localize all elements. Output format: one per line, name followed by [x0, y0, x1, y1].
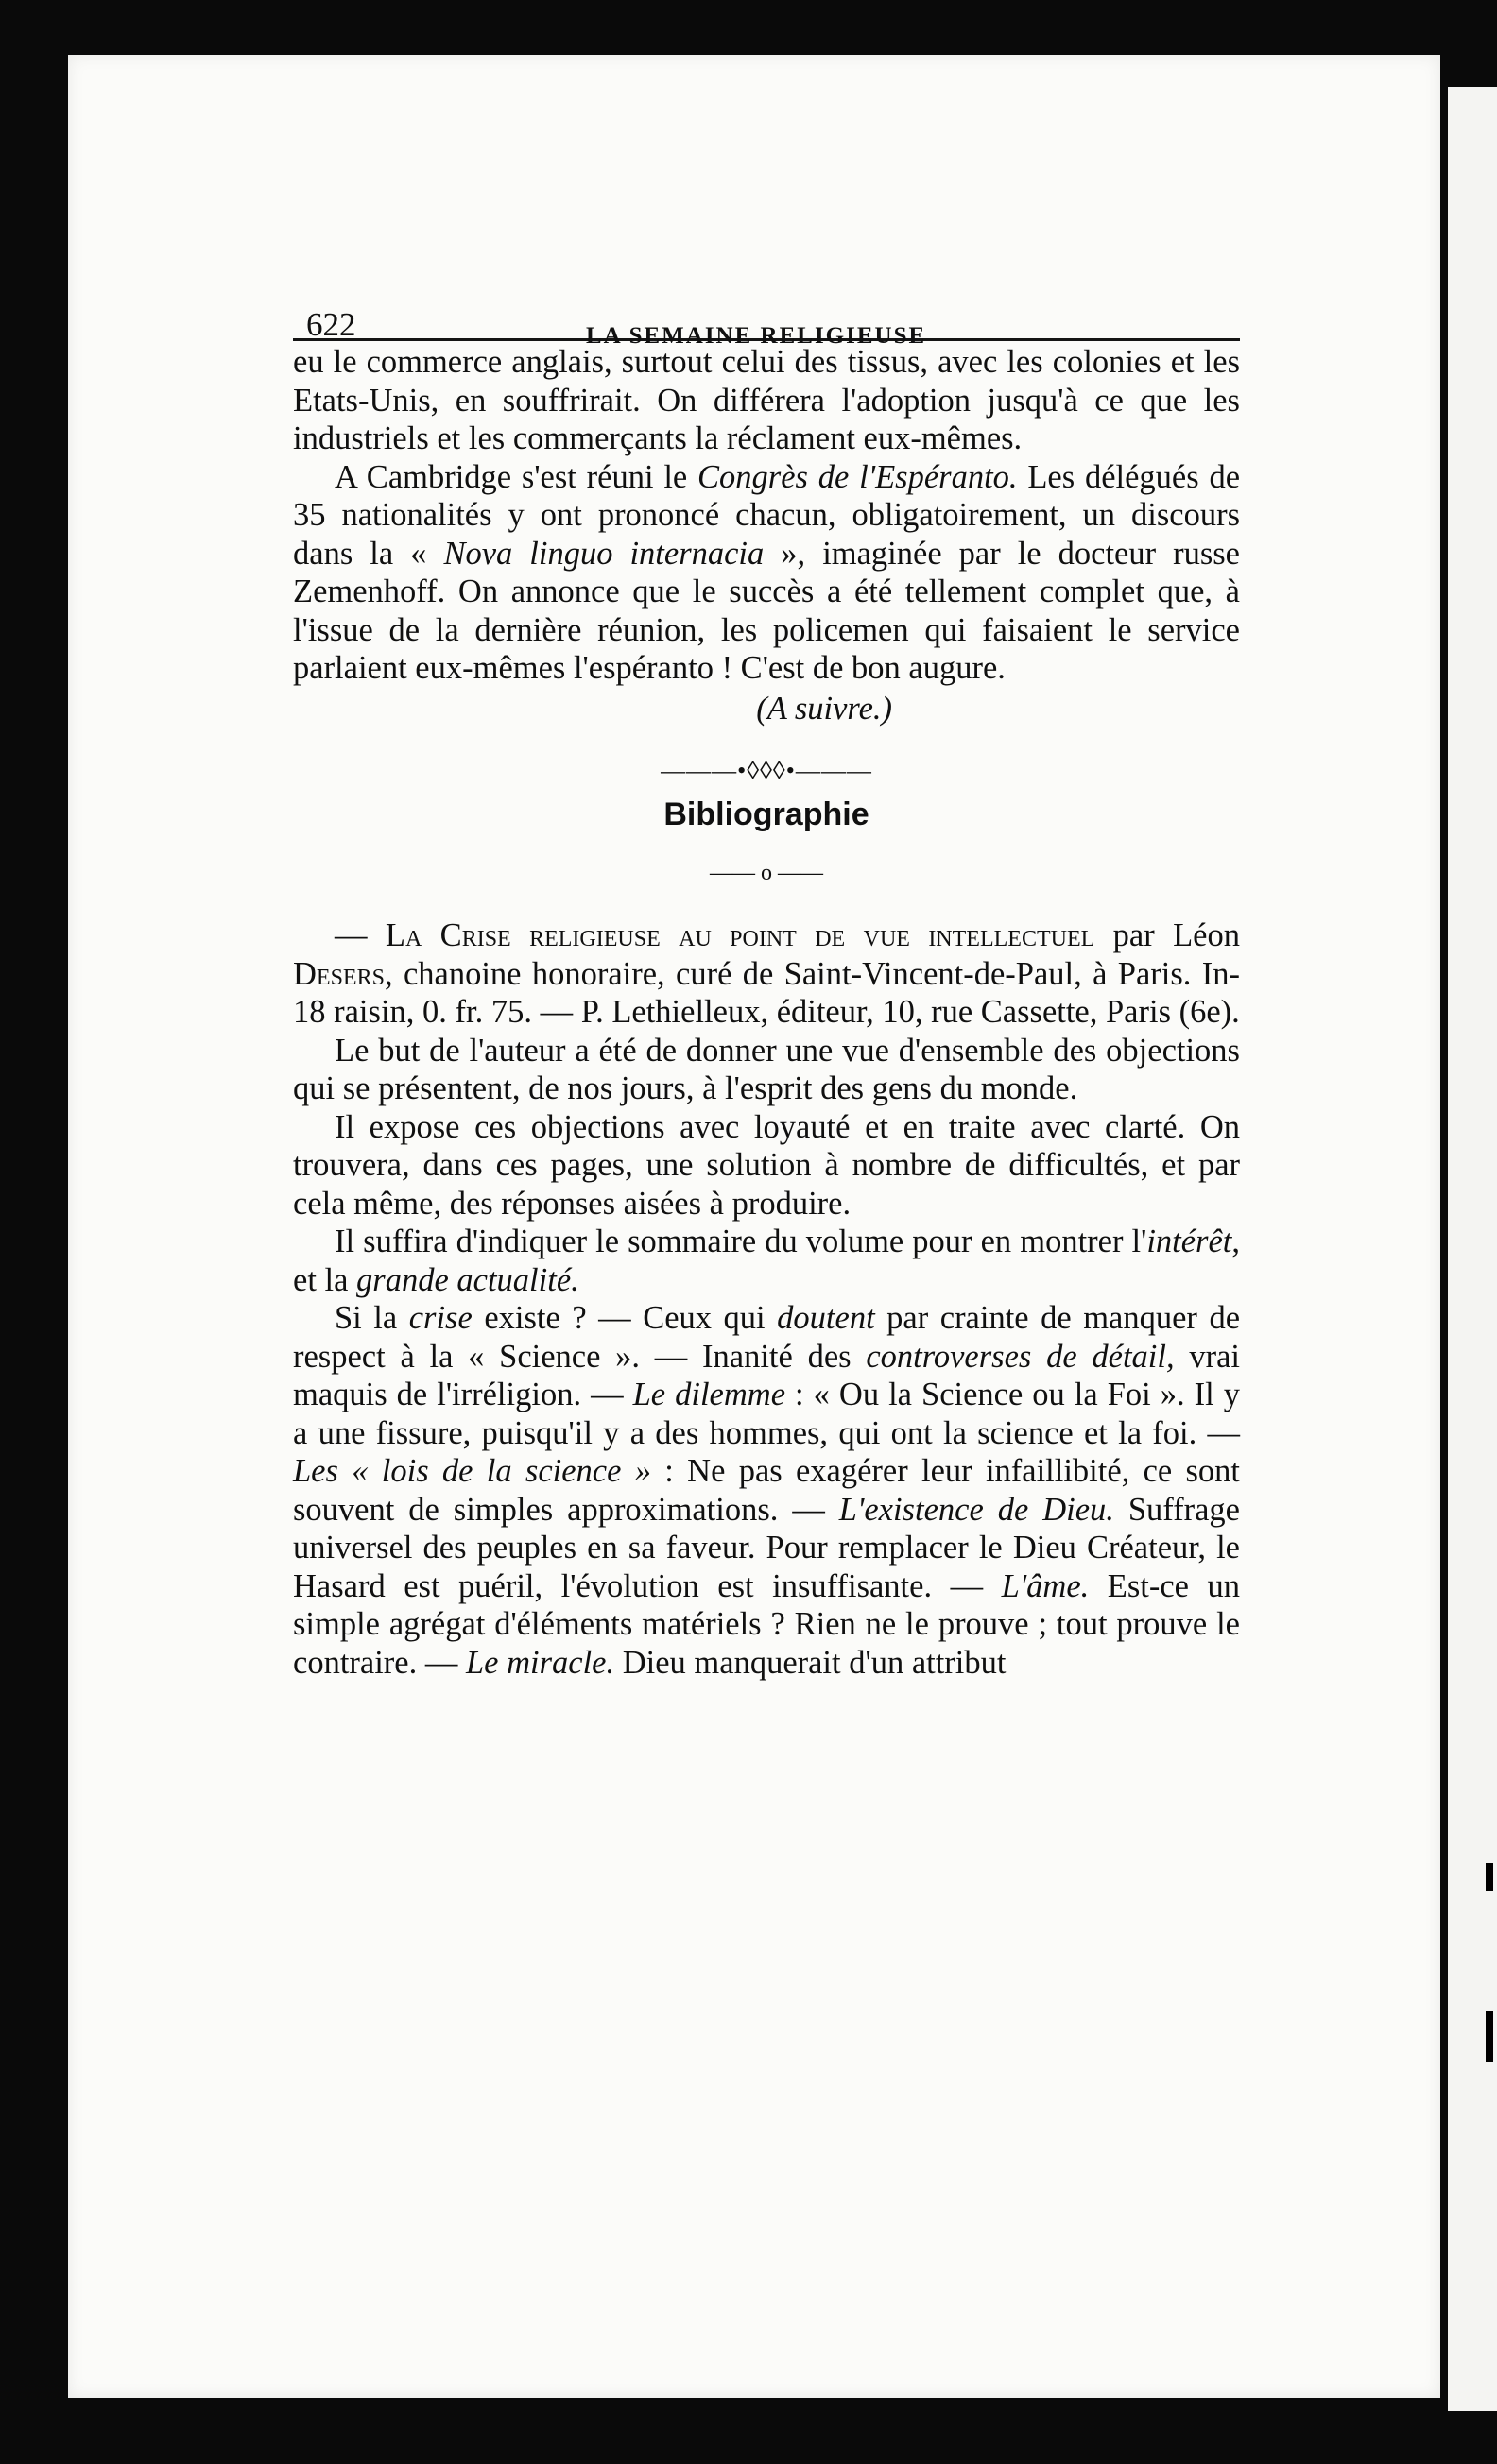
book-title: La Crise religieuse au point de vue intellectuel [385, 917, 1095, 953]
italic-run: controverses de détail, [866, 1338, 1175, 1375]
page-number: 622 [306, 306, 356, 343]
running-head: LA SEMAINE RELIGIEUSE [586, 323, 927, 349]
adjacent-page-edge [1448, 87, 1497, 2411]
text-run: Il suffira d'indiquer le sommaire du volume pour en montrer l' [335, 1223, 1147, 1259]
page-text [293, 283, 1240, 1682]
paragraph: eu le commerce anglais, surtout celui des tissus, avec les colonies et les Etats-Unis, en souffrirait. On différera l'adoption jusqu'à ce que les industriels et les commerçants la réclament eux-mêmes. [293, 344, 1240, 456]
italic-run: grande actualité. [356, 1261, 579, 1298]
italic-run: doutent [777, 1300, 875, 1336]
italic-run: Les « lois de la science » [293, 1453, 651, 1489]
page-header [293, 283, 1240, 349]
paragraph: Le but de l'auteur a été de donner une vue d'ensemble des objections qui se présentent, de nos jours, à l'esprit des gens du monde. [293, 1032, 1240, 1106]
text-run: A Cambridge s'est réuni le [335, 458, 698, 495]
italic-run: Congrès de l'Espéranto. [697, 458, 1018, 495]
text-run: », imaginée par le docteur russe Zemenhoff. On annonce que le succès a été tellement complet que, à l'issue de la dernière réunion, les policemen qui faisaient le service parlaient eux-mêmes l'espéranto ! C'est de bon augure. [293, 535, 1240, 686]
text-run: , et la [293, 1223, 1240, 1298]
italic-run: Le dilemme [632, 1377, 786, 1412]
text-run: — [335, 917, 386, 953]
text-run: Les délégués de 35 nationalités y ont prononcé chacun, obligatoirement, un discours dans la « [293, 458, 1241, 572]
text-run: : « Ou la Science ou la Foi ». Il y a une fissure, puisqu'il y a des hommes, qui ont la science et la foi. — [293, 1377, 1240, 1451]
italic-run: L'âme. [1001, 1567, 1090, 1604]
bibliography-entry [293, 916, 1240, 1032]
text-run: Si la [335, 1300, 409, 1336]
text-run: vrai maquis de l'irréligion. — [293, 1338, 1240, 1412]
italic-run: Le miracle. [465, 1644, 615, 1681]
ornament-divider: ———•◊◊◊•——— [661, 757, 872, 784]
italic-run: L'existence de Dieu. [838, 1491, 1114, 1528]
text-run: par crainte de manquer de respect à la « Science ». — Inanité des [293, 1300, 1241, 1375]
section-separator: —— o —— [710, 861, 823, 885]
text-run: Est-ce un simple agrégat d'éléments matériels ? Rien ne le prouve ; tout prouve le contraire. — [293, 1567, 1240, 1681]
author-name: Desers [293, 955, 385, 992]
italic-run: Nova linguo internacia [443, 535, 765, 572]
text-run: par Léon [1094, 917, 1240, 953]
paragraph [293, 1299, 1240, 1682]
section-title: Bibliographie [663, 796, 869, 832]
text-run: existe ? — Ceux qui [472, 1300, 778, 1336]
edge-ink-mark [1486, 1863, 1493, 1891]
text-run: Suffrage universel des peuples en sa faveur. Pour remplacer le Dieu Créateur, le Hasard est puéril, l'évolution est insuffisante. — [293, 1491, 1240, 1604]
paragraph [293, 458, 1240, 688]
continuation-note: (A suivre.) [756, 690, 892, 727]
text-run: : Ne pas exagérer leur infaillibité, ce sont souvent de simples approximations. — [293, 1453, 1241, 1528]
text-run: Dieu manquerait d'un attribut [614, 1644, 1007, 1681]
italic-run: crise [408, 1300, 473, 1336]
edge-ink-mark [1486, 2011, 1493, 2062]
italic-run: intérêt [1146, 1223, 1232, 1259]
paragraph [293, 1223, 1240, 1299]
text-run: , chanoine honoraire, curé de Saint-Vincent-de-Paul, à Paris. In-18 raisin, 0. fr. 75. — P. Lethielleux, éditeur, 10, rue Cassette, Paris (6e). [293, 955, 1240, 1030]
paragraph: Il expose ces objections avec loyauté et en traite avec clarté. On trouvera, dans ces pages, une solution à nombre de difficultés, et par cela même, des réponses aisées à produire. [293, 1108, 1240, 1222]
